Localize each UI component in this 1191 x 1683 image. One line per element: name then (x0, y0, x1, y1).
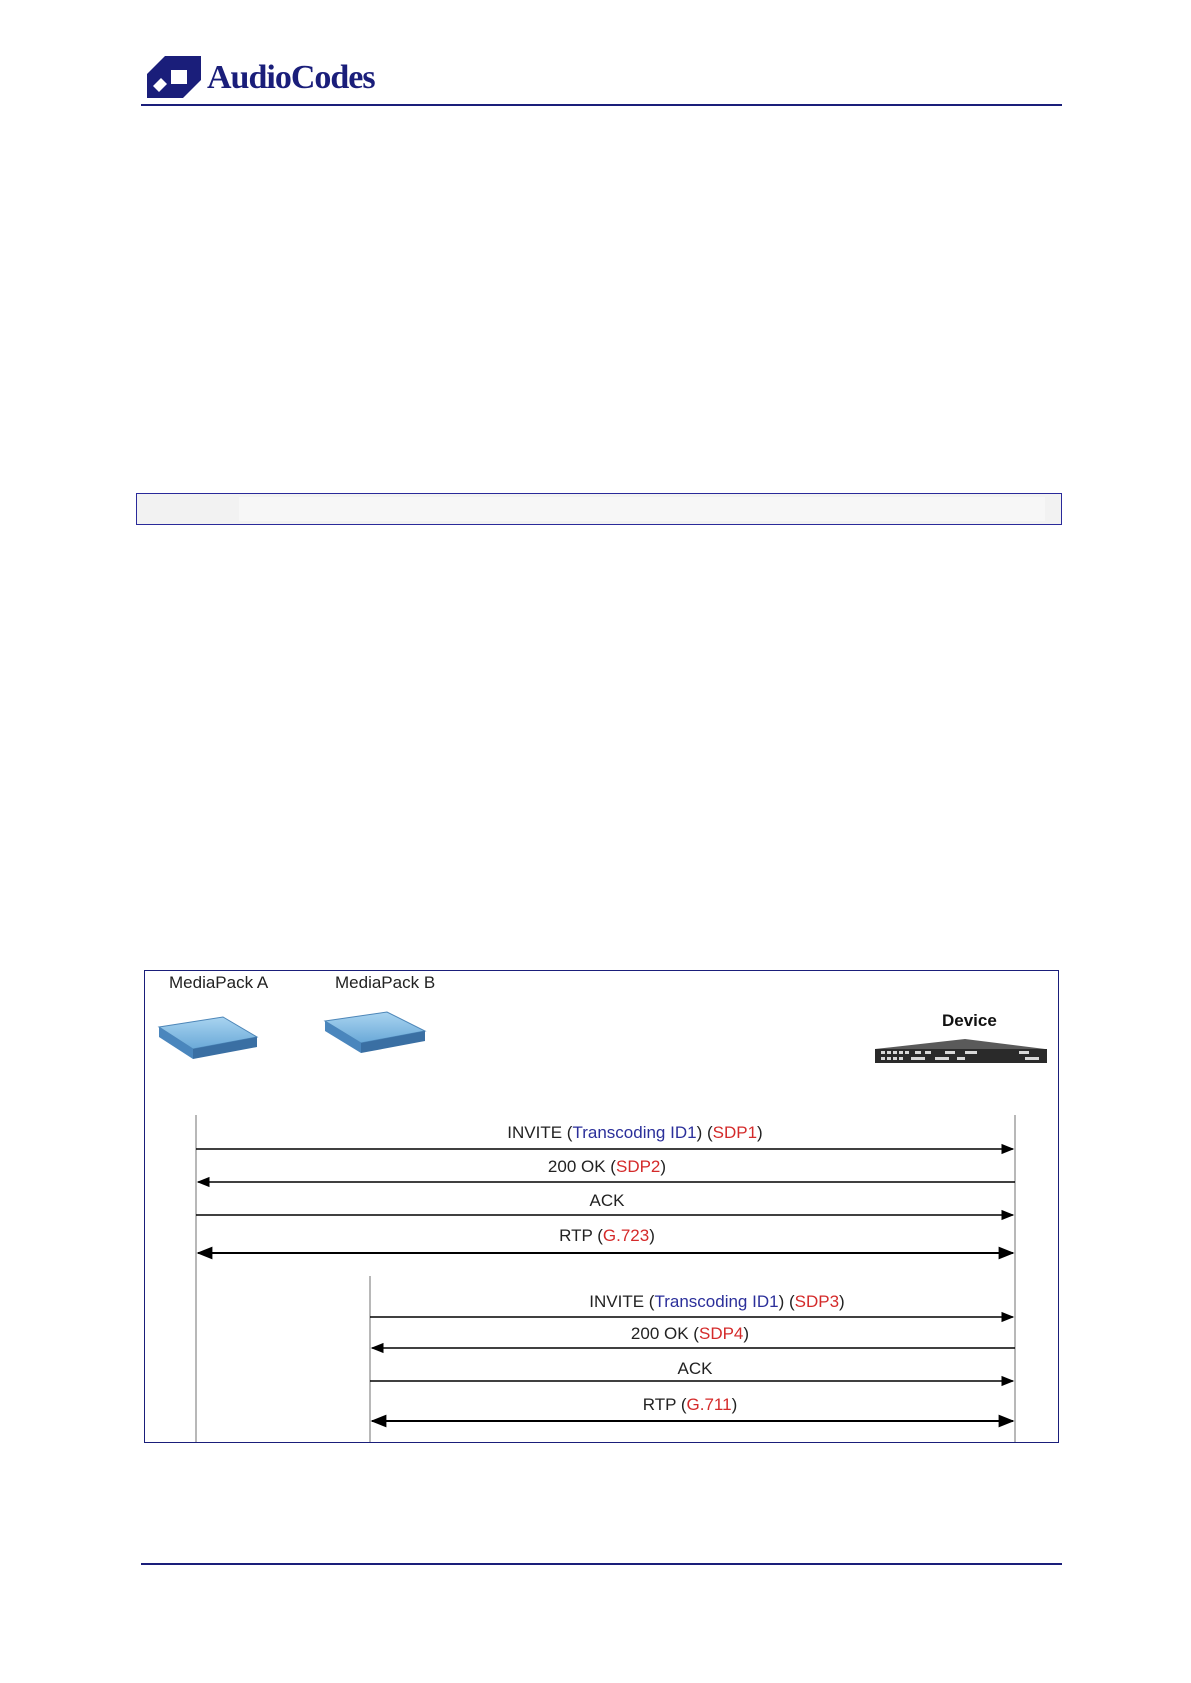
call-flow-figure (144, 970, 1059, 1443)
audiocodes-logo (147, 56, 407, 100)
audiocodes-logo-icon (147, 56, 201, 98)
mediapack-a-device-icon (159, 1017, 257, 1059)
device-rack-icon (875, 1039, 1047, 1063)
msg-rtp-2: RTP (G.711) (642, 1395, 738, 1414)
device-label: Device (942, 1011, 997, 1030)
msg-rtp-1: RTP (G.723) (559, 1226, 655, 1245)
msg-invite-1: INVITE (Transcoding ID1) (SDP1) (507, 1123, 763, 1142)
note-box-body (239, 497, 1045, 521)
msg-200ok-2: 200 OK (SDP4) (630, 1324, 750, 1343)
msg-ack-1: ACK (589, 1191, 625, 1210)
header-rule (141, 104, 1062, 106)
msg-200ok-1: 200 OK (SDP2) (547, 1157, 667, 1176)
msg-invite-2: INVITE (Transcoding ID1) (SDP3) (589, 1292, 845, 1311)
mediapack-b-label: MediaPack B (335, 973, 436, 992)
note-box (136, 493, 1062, 525)
mediapack-a-label: MediaPack A (169, 973, 269, 992)
mediapack-b-device-icon (325, 1012, 425, 1053)
brand-name: AudioCodes (207, 59, 375, 96)
msg-ack-2: ACK (677, 1359, 713, 1378)
footer-rule (141, 1563, 1062, 1565)
